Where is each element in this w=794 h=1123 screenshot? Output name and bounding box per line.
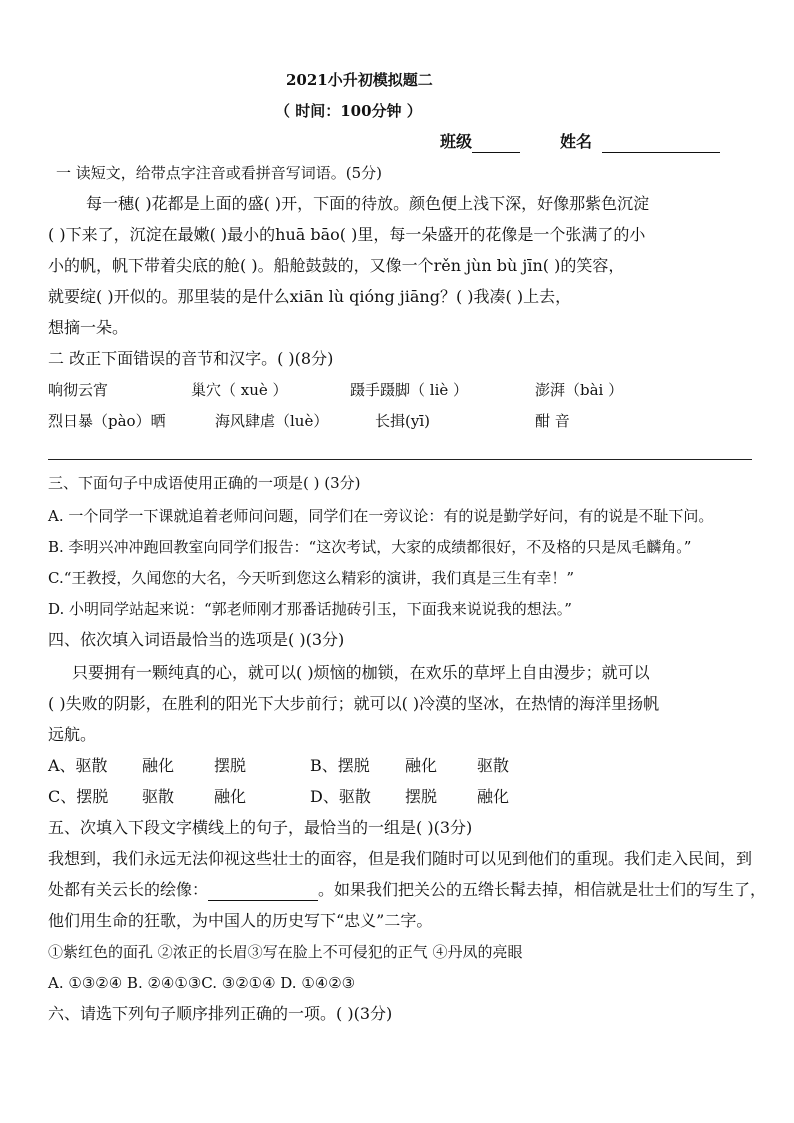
section-5-items: ①紫红色的面孔 ②浓正的长眉③写在脸上不可侵犯的正气 ④丹凤的亮眼 — [48, 943, 523, 961]
section-3-option-c: C.“王教授，久闻您的大名，今天听到您这么精彩的演讲，我们真是三生有幸！” — [48, 569, 575, 587]
s4-opt-d-3: 融化 — [477, 787, 510, 806]
section-3-heading: 三、下面句子中成语使用正确的一项是( ) (3分) — [48, 474, 361, 492]
section-1-heading: 一 读短文，给带点字注音或看拼音写词语。(5分) — [56, 164, 383, 182]
s2-r2-c1: 烈日暴（pào）晒 — [48, 412, 166, 430]
s2-r1-c1: 响彻云宵 — [48, 381, 109, 399]
s4-opt-d-1: D、驱散 — [310, 787, 371, 806]
s2-r1-c4: 澎湃（bài ） — [535, 381, 624, 399]
section-4-para-2: ( )失败的阴影，在胜利的阳光下大步前行；就可以( )冷漠的坚冰，在热情的海洋里扬帆 — [48, 694, 660, 713]
s2-r2-c2: 海风肆虐（luè） — [215, 412, 329, 430]
s4-opt-d-2: 摆脱 — [405, 787, 438, 806]
answer-rule — [48, 459, 752, 460]
exam-title: 2021小升初模拟题二 — [286, 71, 433, 89]
name-blank[interactable] — [602, 132, 720, 153]
section-5-options: A. ①③②④ B. ②④①③C. ③②①④ D. ①④②③ — [48, 974, 356, 992]
s2-r1-c2: 巢穴（ xuè ） — [191, 381, 288, 399]
s4-opt-b-2: 融化 — [405, 756, 438, 775]
s2-r2-c3: 长揖(yī) — [375, 412, 430, 430]
s4-opt-c-3: 融化 — [214, 787, 247, 806]
class-blank[interactable] — [472, 132, 520, 153]
section-3-option-a: A. 一个同学一下课就追着老师问问题，同学们在一旁议论：有的说是勤学好问，有的说是不耻下问。 — [48, 507, 714, 525]
section-4-para-1: 只要拥有一颗纯真的心，就可以( )烦恼的枷锁，在欢乐的草坪上自由漫步；就可以 — [72, 663, 650, 682]
s2-r1-c3: 蹑手蹑脚（ liè ） — [350, 381, 469, 399]
s4-opt-a-3: 摆脱 — [214, 756, 247, 775]
section-1-line-1: 每一穗( )花都是上面的盛( )开，下面的待放。颜色便上浅下深，好像那紫色沉淀 — [86, 194, 650, 213]
section-4-heading: 四、依次填入词语最恰当的选项是( )(3分) — [48, 630, 345, 649]
section-1-line-4: 就要绽( )开似的。那里装的是什么xiān lù qióng jiāng？( )我凑( )上去， — [48, 287, 572, 306]
name-field — [560, 132, 720, 153]
section-5-para-2-end: 。如果我们把关公的五绺长髯去掉，相信就是壮士们的写生了， — [318, 880, 767, 899]
section-5-heading: 五、次填入下段文字横线上的句子，最恰当的一组是( )(3分) — [48, 818, 473, 837]
section-5-para-2 — [48, 880, 766, 901]
section-1-line-3: 小的帆，帆下带着尖底的舱( )。船舱鼓鼓的，又像一个rěn jùn bù jīn( )的笑容， — [48, 256, 625, 275]
section-5-para-3: 他们用生命的狂歌，为中国人的历史写下“忠义”二字。 — [48, 911, 433, 930]
s2-r2-c4: 酣 音 — [535, 412, 570, 430]
s4-opt-a-2: 融化 — [142, 756, 175, 775]
section-3-option-d: D. 小明同学站起来说：“郭老师刚才那番话抛砖引玉，下面我来说说我的想法。” — [48, 600, 572, 618]
section-6-heading: 六、请选下列句子顺序排列正确的一项。( )(3分) — [48, 1004, 393, 1023]
class-label: 班级 — [440, 132, 473, 151]
section-1-line-5: 想摘一朵。 — [48, 318, 129, 337]
section-5-blank[interactable] — [208, 880, 318, 901]
section-1-line-2: ( )下来了，沉淀在最嫩( )最小的huā bāo( )里，每一朵盛开的花像是一个张满了的小 — [48, 225, 646, 244]
s4-opt-c-2: 驱散 — [142, 787, 175, 806]
section-5-para-2-start: 处都有关云长的绘像： — [48, 880, 209, 899]
name-label: 姓名 — [560, 132, 593, 151]
class-field — [440, 132, 520, 153]
section-2-heading: 二 改正下面错误的音节和汉字。( )(8分) — [48, 349, 334, 368]
s4-opt-c-1: C、摆脱 — [48, 787, 109, 806]
s4-opt-a-1: A、驱散 — [48, 756, 108, 775]
section-5-para-1: 我想到，我们永远无法仰视这些壮士的面容，但是我们随时可以见到他们的重现。我们走入民间，到 — [48, 849, 753, 868]
s4-opt-b-1: B、摆脱 — [310, 756, 370, 775]
exam-time: （ 时间：100分钟 ） — [275, 102, 422, 120]
section-4-para-3: 远航。 — [48, 725, 97, 744]
s4-opt-b-3: 驱散 — [477, 756, 510, 775]
section-3-option-b: B. 李明兴冲冲跑回教室向同学们报告：“这次考试，大家的成绩都很好，不及格的只是凤毛麟角。” — [48, 538, 692, 556]
